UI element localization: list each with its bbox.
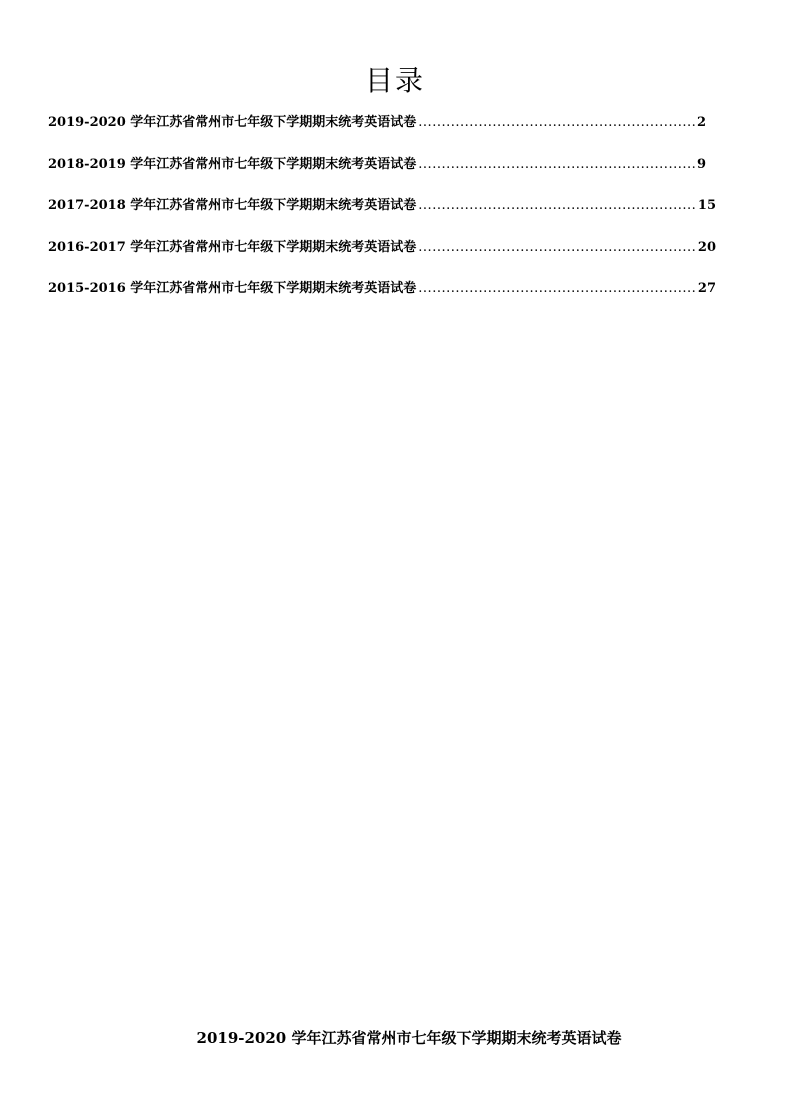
- toc-entry-page-number: 20: [697, 239, 716, 255]
- toc-entry-title: 2016-2017 学年江苏省常州市七年级下学期期末统考英语试卷: [48, 239, 417, 255]
- toc-dot-leader: [418, 235, 696, 261]
- toc-title: 目录: [364, 63, 425, 97]
- toc-entry-title: 2017-2018 学年江苏省常州市七年级下学期期末统考英语试卷: [48, 198, 417, 213]
- toc-dot-leader: [418, 152, 695, 178]
- page-footer: 2019-2020 学年江苏省常州市七年级下学期期末统考英语试卷: [196, 1029, 622, 1047]
- toc-dot-leader: [418, 276, 696, 302]
- toc-entry[interactable]: [48, 276, 716, 318]
- toc-entry-page-number: 2: [696, 115, 706, 130]
- toc-entry-page-number: 27: [697, 281, 716, 296]
- toc-entry-page-number: 9: [696, 156, 706, 172]
- toc-entry-title: 2019-2020 学年江苏省常州市七年级下学期期末统考英语试卷: [48, 115, 417, 130]
- toc-entry[interactable]: [48, 110, 716, 152]
- toc-list: [48, 110, 716, 318]
- toc-entry[interactable]: [48, 235, 716, 277]
- toc-entry-page-number: 15: [697, 198, 716, 213]
- toc-dot-leader: [418, 193, 696, 219]
- toc-entry-title: 2018-2019 学年江苏省常州市七年级下学期期末统考英语试卷: [48, 156, 417, 172]
- toc-entry[interactable]: [48, 193, 716, 235]
- toc-entry-title: 2015-2016 学年江苏省常州市七年级下学期期末统考英语试卷: [48, 281, 417, 296]
- toc-dot-leader: [418, 110, 695, 136]
- toc-entry[interactable]: [48, 152, 716, 194]
